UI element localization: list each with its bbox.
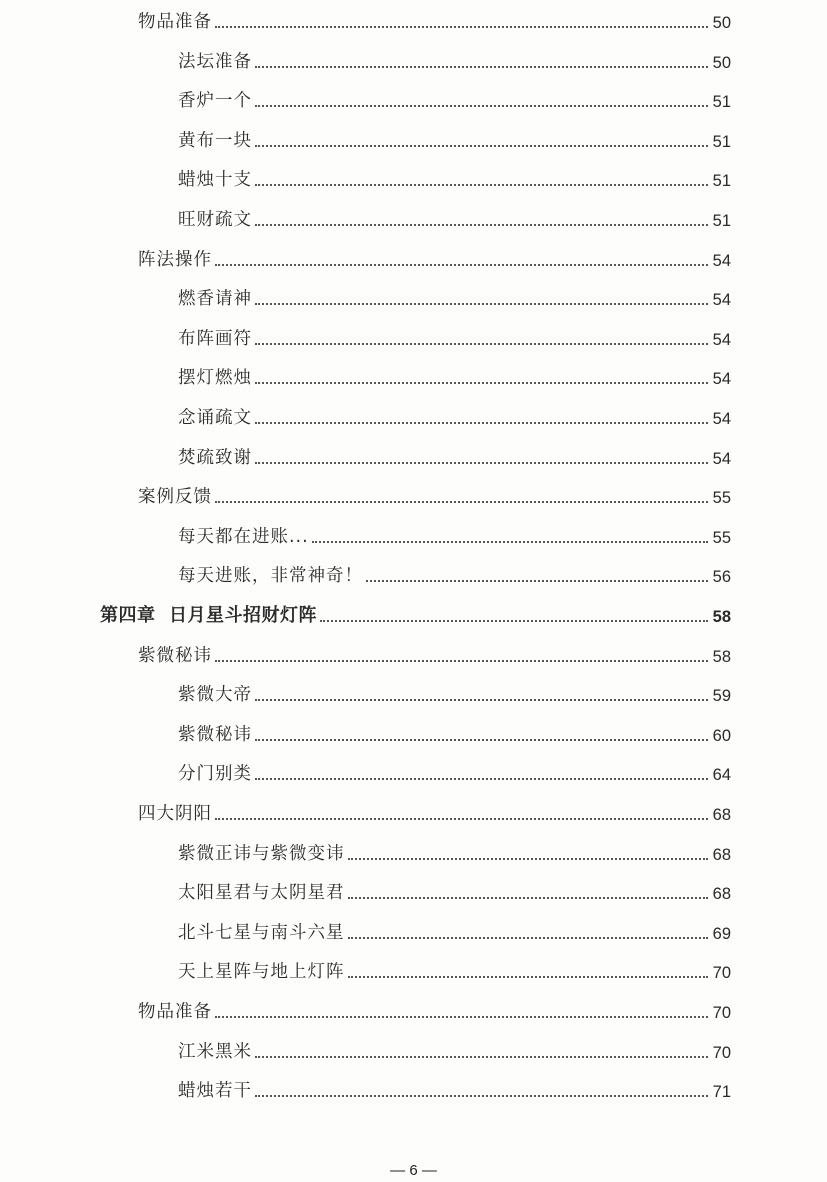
- toc-entry-title: 江米黑米: [178, 1041, 252, 1062]
- dot-leader: [366, 580, 708, 582]
- dot-leader: [215, 1016, 708, 1018]
- toc-entry: [178, 279, 731, 319]
- dot-leader: [255, 1056, 708, 1058]
- dot-leader: [255, 105, 708, 107]
- toc-entry-title: 燃香请神: [178, 289, 252, 310]
- toc-entry-title: 香炉一个: [178, 91, 252, 112]
- dot-leader: [348, 937, 709, 939]
- toc-entry-title: 阵法操作: [138, 249, 212, 270]
- dot-leader: [255, 699, 708, 701]
- toc-entry-title: 紫微秘讳: [178, 724, 252, 745]
- dot-leader: [255, 462, 708, 464]
- toc-entry-title: 蜡烛十支: [178, 170, 252, 191]
- toc-entry-page: 54: [712, 410, 731, 428]
- toc-entry: [138, 992, 731, 1032]
- dot-leader: [215, 264, 708, 266]
- toc-entry-page: 70: [712, 1043, 731, 1062]
- dot-leader: [255, 343, 708, 345]
- dot-leader: [255, 303, 708, 305]
- toc-entry-page: 56: [712, 568, 731, 587]
- toc-entry-title: 布阵画符: [178, 328, 252, 349]
- toc-entry-page: 54: [712, 251, 731, 270]
- toc-entry: [138, 794, 731, 834]
- toc-entry-page: 59: [712, 687, 731, 706]
- toc-entry: [138, 477, 731, 517]
- toc-entry-page: 54: [712, 291, 731, 310]
- toc-entry: [178, 715, 731, 755]
- toc-entry-title: 每天进账，非常神奇！: [178, 566, 363, 587]
- dot-leader: [215, 501, 708, 503]
- dot-leader: [255, 422, 708, 424]
- toc-entry-title: 第四章 日月星斗招财灯阵: [100, 605, 318, 626]
- toc-entry-title: 黄布一块: [178, 130, 252, 151]
- toc-entry: [178, 873, 731, 913]
- dot-leader: [320, 620, 708, 622]
- toc-entry-title: 紫微秘讳: [138, 645, 212, 666]
- toc-entry: [178, 952, 731, 992]
- toc-entry-page: 71: [712, 1083, 731, 1102]
- toc-entry-page: 69: [712, 924, 731, 943]
- dot-leader: [348, 976, 709, 978]
- toc-entry-title: 物品准备: [138, 12, 212, 32]
- toc-entry: [178, 358, 731, 398]
- toc-entry: [178, 913, 731, 953]
- toc-entry-title: 摆灯燃烛: [178, 368, 252, 389]
- toc-entry-title: 每天都在进账...: [178, 526, 309, 547]
- toc-entry-page: 68: [712, 885, 731, 904]
- toc-entry: [178, 438, 731, 478]
- toc-entry-page: 51: [712, 172, 731, 191]
- toc-entry: [178, 200, 731, 240]
- dot-leader: [255, 739, 708, 741]
- toc-entry-page: 70: [712, 1004, 731, 1022]
- toc-entry: [138, 2, 731, 42]
- toc-entry-page: 58: [712, 608, 731, 626]
- dot-leader: [255, 778, 708, 780]
- toc-entry: [178, 81, 731, 121]
- toc-entry-page: 55: [712, 489, 731, 508]
- toc-entry-title: 紫微正讳与紫微变讳: [178, 843, 345, 864]
- toc-entry-title: 法坛准备: [178, 51, 252, 72]
- dot-leader: [255, 382, 708, 384]
- toc-entry: [138, 636, 731, 676]
- toc-entry-page: 70: [712, 964, 731, 983]
- toc-entry-page: 54: [712, 330, 731, 349]
- dot-leader: [255, 1095, 708, 1097]
- toc-entry-page: 51: [712, 132, 731, 151]
- toc-entry-page: 58: [712, 647, 731, 666]
- toc-entry-title: 天上星阵与地上灯阵: [178, 962, 345, 983]
- toc-entry: [178, 1032, 731, 1072]
- toc-entry: [138, 240, 731, 280]
- toc-entry-page: 64: [712, 766, 731, 785]
- toc-entry: [178, 675, 731, 715]
- dot-leader: [255, 66, 708, 68]
- toc-entry: [178, 121, 731, 161]
- toc-entry-page: 51: [712, 212, 731, 230]
- toc-entry-title: 分门别类: [178, 764, 252, 785]
- dot-leader: [348, 858, 709, 860]
- toc-entry-title: 念诵疏文: [178, 408, 252, 428]
- toc-entry-title: 蜡烛若干: [178, 1081, 252, 1102]
- dot-leader: [215, 818, 708, 820]
- dot-leader: [255, 145, 708, 147]
- toc-entry: [178, 754, 731, 794]
- toc-entry-page: 68: [712, 806, 731, 824]
- page-number-footer: — 6 —: [390, 1162, 437, 1179]
- toc-entry: [178, 398, 731, 438]
- toc-entry-title: 紫微大帝: [178, 685, 252, 706]
- toc-entry-page: 55: [712, 528, 731, 547]
- toc-entry-title: 案例反馈: [138, 487, 212, 508]
- dot-leader: [215, 660, 708, 662]
- dot-leader: [255, 184, 708, 186]
- dot-leader: [348, 897, 709, 899]
- toc-entry: [178, 319, 731, 359]
- dot-leader: [312, 541, 708, 543]
- toc-entry-page: 50: [712, 53, 731, 72]
- toc-entry: [178, 517, 731, 557]
- toc-entry: [178, 834, 731, 874]
- toc-entry-title: 四大阴阳: [138, 804, 212, 824]
- toc-entry-page: 60: [712, 726, 731, 745]
- toc-entry-title: 太阳星君与太阴星君: [178, 883, 345, 904]
- toc-entry-page: 54: [712, 449, 731, 468]
- toc-entry-page: 51: [712, 93, 731, 112]
- toc-entry-page: 50: [712, 14, 731, 32]
- dot-leader: [255, 224, 708, 226]
- toc-entry-title: 焚疏致谢: [178, 447, 252, 468]
- toc-entry-title: 旺财疏文: [178, 210, 252, 230]
- toc-entry: [178, 556, 731, 596]
- toc-entry: [178, 160, 731, 200]
- toc-entry: [178, 1071, 731, 1111]
- toc-entry-title: 物品准备: [138, 1002, 212, 1022]
- toc-entry-page: 68: [712, 845, 731, 864]
- toc-entry-title: 北斗七星与南斗六星: [178, 922, 345, 943]
- toc-chapter-entry: [100, 596, 731, 636]
- toc-entry-page: 54: [712, 370, 731, 389]
- dot-leader: [215, 26, 708, 28]
- toc-entry: [178, 42, 731, 82]
